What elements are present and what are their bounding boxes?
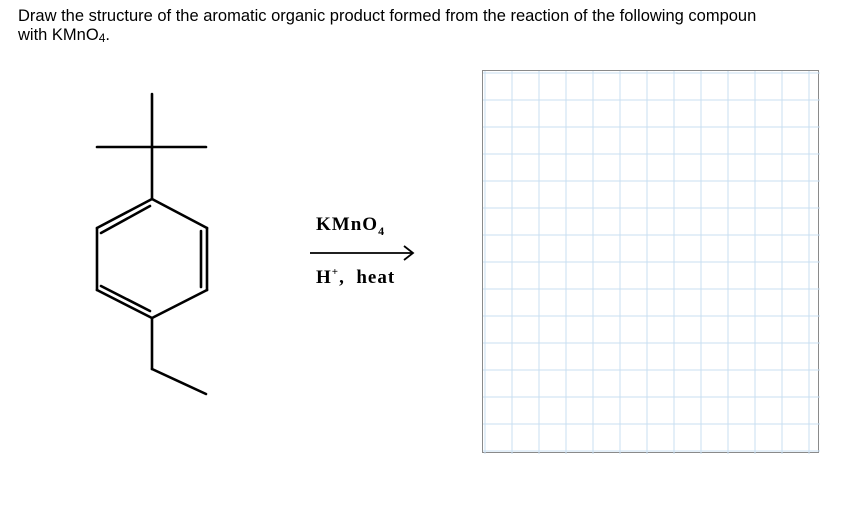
reactant-structure [90,88,220,408]
question-line-2-subscript: 4 [98,31,106,45]
ring-bond-top-left-inner [101,206,150,233]
reagent-above-arrow [316,214,384,236]
reagent-subscript: 4 [378,224,385,238]
question-line-2-period: . [105,26,110,44]
answer-drawing-canvas[interactable] [482,70,819,453]
conditions-below-arrow [316,267,395,289]
ring-bond-bottom-right [152,290,207,318]
ring-bond-bottom-left [97,290,152,318]
grid-lines [483,71,820,454]
reagent-heat: , heat [339,267,396,288]
ring-bond-top-right [152,199,207,228]
ring-bond-top-left [97,199,152,228]
reagent-kmno: KMnO [316,214,379,235]
question-line-2 [18,26,857,45]
question-line-2-text: with KMnO [18,26,99,44]
reaction-conditions [300,210,430,300]
reagent-acid: H [316,267,332,288]
reagent-acid-charge: + [331,266,340,278]
ring-bond-bottom-left-inner [101,286,150,311]
reaction-arrow [310,243,420,263]
question-text [18,7,857,45]
ethyl-ch3-bond [152,369,206,394]
question-line-1: Draw the structure of the aromatic organic product formed from the reaction of the following compoun [18,7,757,25]
